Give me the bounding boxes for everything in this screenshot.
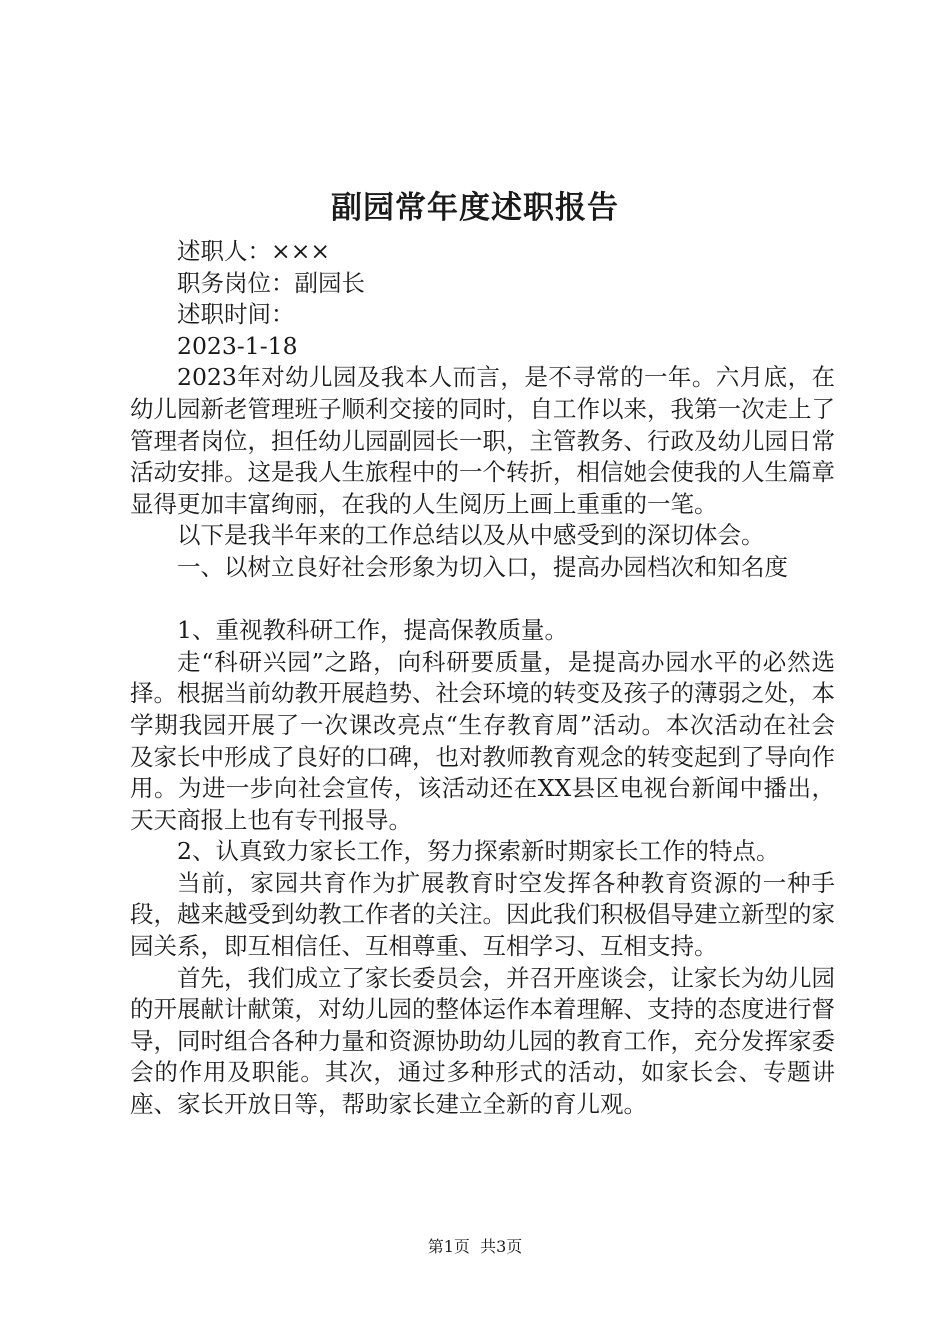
- paragraph-summary-intro: 以下是我半年来的工作总结以及从中感受到的深切体会。: [177, 521, 765, 550]
- document-title: 副园常年度述职报告: [331, 190, 619, 226]
- paragraph-research: 走“科研兴园”之路，向科研要质量，是提高办园水平的必然选择。根据当前幼教开展趋势、社会环境的转变及孩子的薄弱之处，本学期我园开展了一次课改亮点“生存教育周”活动。本次活动在社会及家长中形成了良好的口碑，也对教师教育观念的转变起到了导向作用。为进一步向社会宣传，该活动还在XX县区电视台新闻中播出，天天商报上也有专刊报导。: [130, 647, 835, 834]
- section-heading-1: 一、以树立良好社会形象为切入口，提高办园档次和知名度: [177, 552, 788, 581]
- time-label-line: 述职时间：: [177, 300, 295, 329]
- subheading-2: 2、认真致力家长工作，努力探索新时期家长工作的特点。: [177, 837, 780, 866]
- date-line: 2023-1-18: [177, 331, 298, 360]
- position-line: 职务岗位：副园长: [177, 268, 365, 297]
- paragraph-parent-committee: 首先，我们成立了家长委员会，并召开座谈会，让家长为幼儿园的开展献计献策，对幼儿园的整体运作本着理解、支持的态度进行督导，同时组合各种力量和资源协助幼儿园的教育工作，充分发挥家委会的作用及职能。其次，通过多种形式的活动，如家长会、专题讲座、家长开放日等，帮助家长建立全新的育儿观。: [130, 963, 835, 1119]
- subheading-1: 1、重视教科研工作，提高保教质量。: [177, 616, 568, 645]
- reporter-line: 述职人：×××: [177, 237, 331, 265]
- paragraph-intro: 2023年对幼儿园及我本人而言，是不寻常的一年。六月底，在幼儿园新老管理班子顺利交接的同时，自工作以来，我第一次走上了管理者岗位，担任幼儿园副园长一职，主管教务、行政及幼儿园日常活动安排。这是我人生旅程中的一个转折，相信她会使我的人生篇章显得更加丰富绚丽，在我的人生阅历上画上重重的一笔。: [130, 363, 835, 518]
- document-body: [130, 236, 835, 1121]
- page-number: 第1页 共3页: [427, 1237, 523, 1256]
- blank-line: [130, 584, 835, 616]
- page-footer: [0, 1236, 950, 1258]
- paragraph-parent-work: 当前，家园共育作为扩展教育时空发挥各种教育资源的一种手段，越来越受到幼教工作者的关注。因此我们积极倡导建立新型的家园关系，即互相信任、互相尊重、互相学习、互相支持。: [130, 868, 835, 961]
